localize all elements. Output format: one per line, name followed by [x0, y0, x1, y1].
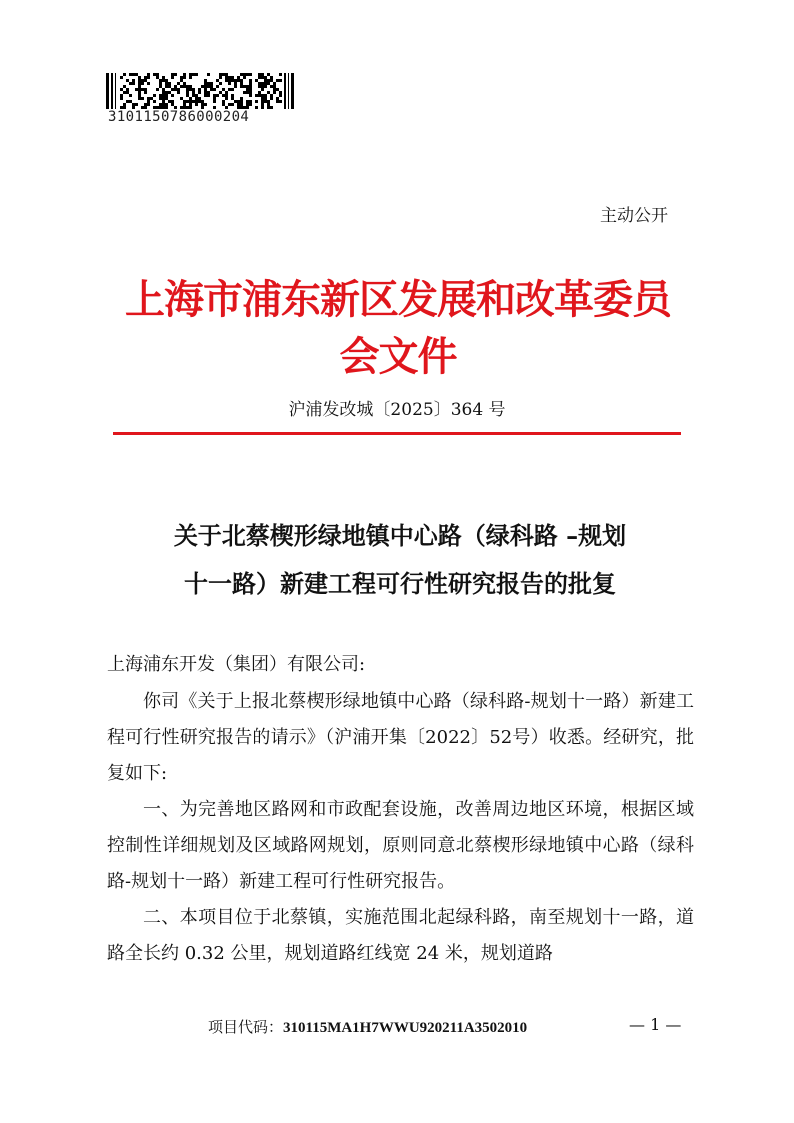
project-code — [208, 1016, 527, 1037]
red-divider — [113, 432, 681, 435]
addressee: 上海浦东开发（集团）有限公司: — [107, 654, 366, 675]
barcode-image — [106, 73, 296, 109]
title-line-2: 十一路）新建工程可行性研究报告的批复 — [184, 569, 616, 598]
document-number: 沪浦发改城〔2025〕364 号 — [288, 400, 506, 420]
document-header: 上海市浦东新区发展和改革委员会文件 — [125, 276, 671, 380]
disclosure-label: 主动公开 — [600, 206, 668, 226]
project-code-label: 项目代码： — [208, 1018, 284, 1036]
paragraph-1: 你司《关于上报北蔡楔形绿地镇中心路（绿科路-规划十一路）新建工程可行性研究报告的请示》（沪浦开集〔2022〕52号）收悉。经研究，批复如下: — [107, 691, 694, 784]
barcode-number: 3101150786000204 — [108, 109, 250, 125]
paragraph-3: 二、本项目位于北蔡镇，实施范围北起绿科路，南至规划十一路，道路全长约 0.32 公里，规划道路红线宽 24 米，规划道路 — [107, 907, 694, 964]
project-code-value: 310115MA1H7WWU920211A3502010 — [283, 1020, 528, 1036]
body-text — [107, 684, 694, 972]
page-number: — 1 — — [629, 1015, 682, 1034]
paragraph-2: 一、为完善地区路网和市政配套设施，改善周边地区环境，根据区域控制性详细规划及区域路网规划，原则同意北蔡楔形绿地镇中心路（绿科路-规划十一路）新建工程可行性研究报告。 — [107, 799, 694, 892]
document-title — [110, 512, 690, 608]
title-line-1: 关于北蔡楔形绿地镇中心路（绿科路 –规划 — [173, 521, 627, 550]
